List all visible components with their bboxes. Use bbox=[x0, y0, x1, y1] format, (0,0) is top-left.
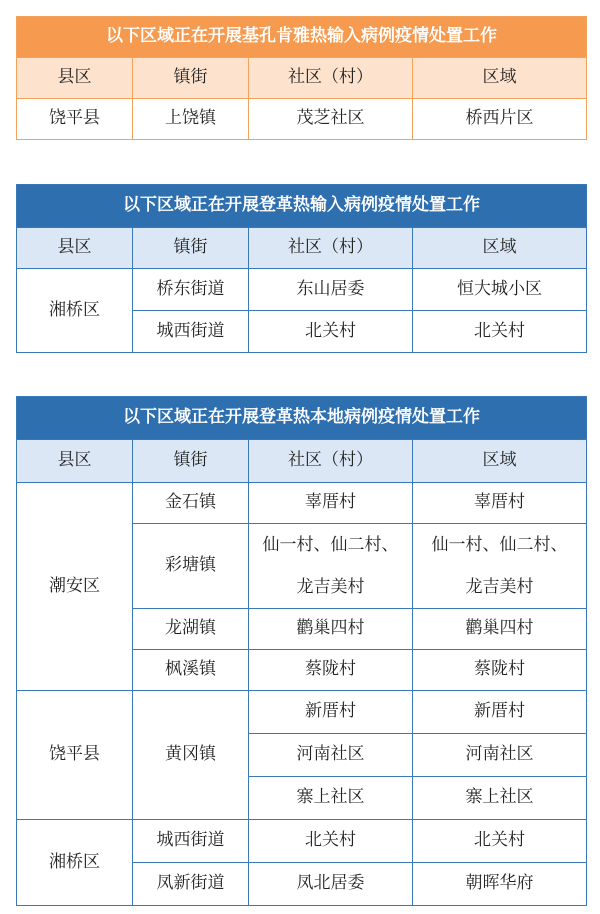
cell-community: 新厝村 bbox=[249, 691, 413, 734]
table-dengue-local bbox=[16, 396, 587, 906]
cell-town: 黄冈镇 bbox=[133, 691, 249, 820]
header-area: 区域 bbox=[413, 440, 587, 483]
cell-area: 北关村 bbox=[413, 820, 587, 863]
cell-town: 凤新街道 bbox=[133, 863, 249, 906]
cell-county: 湘桥区 bbox=[17, 269, 133, 353]
table-row bbox=[17, 820, 587, 863]
header-row bbox=[17, 228, 587, 269]
header-community: 社区（村） bbox=[249, 228, 413, 269]
header-community: 社区（村） bbox=[249, 440, 413, 483]
cell-area: 辜厝村 bbox=[413, 483, 587, 524]
cell-area: 蔡陇村 bbox=[413, 650, 587, 691]
cell-town: 城西街道 bbox=[133, 820, 249, 863]
table-row bbox=[17, 99, 587, 140]
table-dengue-imported bbox=[16, 184, 587, 353]
table-row bbox=[17, 269, 587, 311]
header-town: 镇街 bbox=[133, 58, 249, 99]
cell-area: 朝晖华府 bbox=[413, 863, 587, 906]
cell-area: 恒大城小区 bbox=[413, 269, 587, 311]
cell-town: 龙湖镇 bbox=[133, 609, 249, 650]
cell-community: 辜厝村 bbox=[249, 483, 413, 524]
cell-community: 仙一村、仙二村、龙吉美村 bbox=[249, 524, 413, 609]
cell-town: 彩塘镇 bbox=[133, 524, 249, 609]
cell-area: 寨上社区 bbox=[413, 777, 587, 820]
table-row bbox=[17, 691, 587, 734]
header-community: 社区（村） bbox=[249, 58, 413, 99]
header-county: 县区 bbox=[17, 228, 133, 269]
cell-area: 鹳巢四村 bbox=[413, 609, 587, 650]
header-town: 镇街 bbox=[133, 228, 249, 269]
table-title: 以下区域正在开展基孔肯雅热输入病例疫情处置工作 bbox=[17, 17, 587, 58]
cell-town: 城西街道 bbox=[133, 311, 249, 353]
table-title: 以下区域正在开展登革热输入病例疫情处置工作 bbox=[17, 185, 587, 228]
cell-county: 潮安区 bbox=[17, 483, 133, 691]
cell-area: 河南社区 bbox=[413, 734, 587, 777]
cell-town: 枫溪镇 bbox=[133, 650, 249, 691]
cell-community: 北关村 bbox=[249, 820, 413, 863]
cell-community: 北关村 bbox=[249, 311, 413, 353]
header-area: 区域 bbox=[413, 58, 587, 99]
header-county: 县区 bbox=[17, 440, 133, 483]
cell-town: 桥东街道 bbox=[133, 269, 249, 311]
header-county: 县区 bbox=[17, 58, 133, 99]
header-row bbox=[17, 58, 587, 99]
cell-area: 新厝村 bbox=[413, 691, 587, 734]
header-area: 区域 bbox=[413, 228, 587, 269]
cell-community: 寨上社区 bbox=[249, 777, 413, 820]
table-row bbox=[17, 483, 587, 524]
cell-area: 北关村 bbox=[413, 311, 587, 353]
cell-county: 饶平县 bbox=[17, 99, 133, 140]
table-title: 以下区域正在开展登革热本地病例疫情处置工作 bbox=[17, 397, 587, 440]
header-town: 镇街 bbox=[133, 440, 249, 483]
cell-community: 茂芝社区 bbox=[249, 99, 413, 140]
cell-community: 东山居委 bbox=[249, 269, 413, 311]
cell-community: 凤北居委 bbox=[249, 863, 413, 906]
cell-town: 上饶镇 bbox=[133, 99, 249, 140]
header-row bbox=[17, 440, 587, 483]
cell-community: 鹳巢四村 bbox=[249, 609, 413, 650]
table-chikungunya bbox=[16, 16, 587, 140]
cell-county: 湘桥区 bbox=[17, 820, 133, 906]
cell-community: 蔡陇村 bbox=[249, 650, 413, 691]
cell-area: 桥西片区 bbox=[413, 99, 587, 140]
cell-county: 饶平县 bbox=[17, 691, 133, 820]
cell-community: 河南社区 bbox=[249, 734, 413, 777]
cell-area: 仙一村、仙二村、龙吉美村 bbox=[413, 524, 587, 609]
cell-town: 金石镇 bbox=[133, 483, 249, 524]
